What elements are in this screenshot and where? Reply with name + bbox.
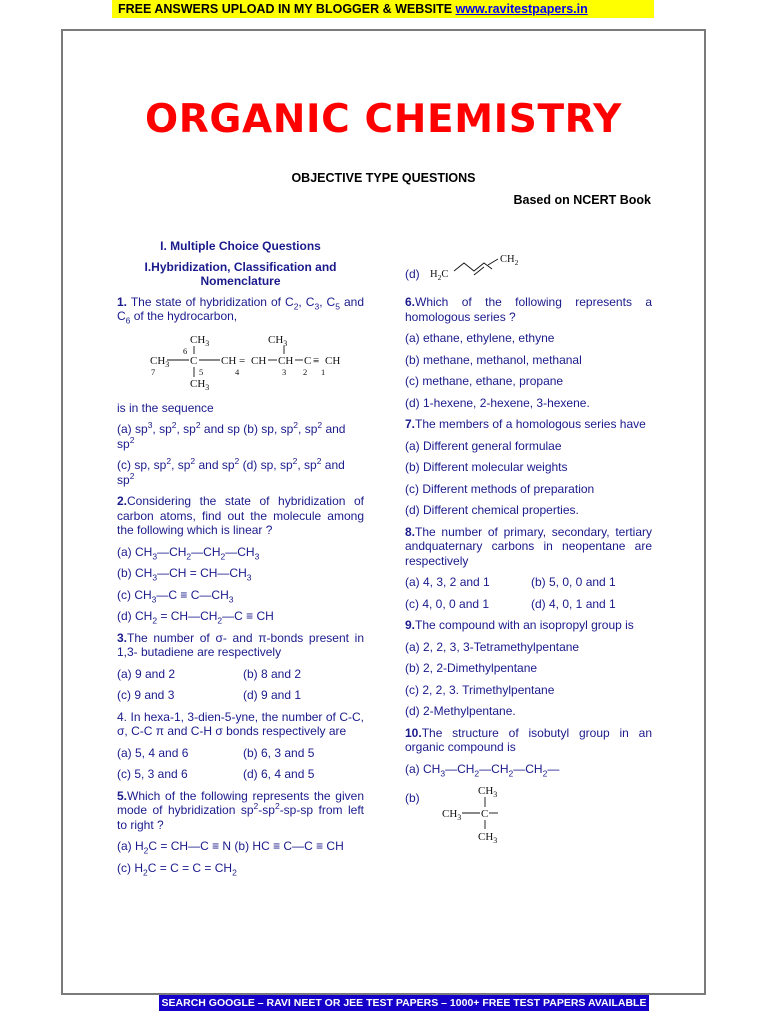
q7-option-c: (c) Different methods of preparation <box>405 481 595 496</box>
q7-option-d: (d) Different chemical properties. <box>405 503 579 517</box>
question-7 <box>405 417 652 432</box>
question-stem: The compound with an isopropyl group is <box>415 618 634 632</box>
q3-option-d: (d) 9 and 1 <box>243 688 302 702</box>
carbon-number: 4 <box>235 366 240 377</box>
carbon-number: 6 <box>183 345 188 356</box>
struct-group: CH <box>325 354 341 367</box>
q9-option-a: (a) 2, 2, 3, 3-Tetramethylpentane <box>405 639 580 654</box>
website-link[interactable]: www.ravitestpapers.in <box>455 2 588 16</box>
q4-options-row-1 <box>117 746 364 761</box>
struct-label: $CH_3$ <box>441 808 461 822</box>
q5-option-d <box>405 253 652 281</box>
struct-group: $CH_3$ <box>268 333 288 348</box>
struct-group: $CH_3$ <box>190 377 210 392</box>
q4-option-c: (c) 5, 3 and 6 <box>117 767 188 781</box>
option-label: (b) <box>405 791 420 805</box>
carbon-number: 3 <box>282 366 287 377</box>
struct-group: $CH_3$ <box>190 333 210 348</box>
struct-group: C <box>190 354 198 367</box>
bottom-promo-banner: SEARCH GOOGLE – RAVI NEET OR JEE TEST PAPERS – 1000+ FREE TEST PAPERS AVAILABLE <box>159 995 649 1011</box>
right-column <box>405 253 652 843</box>
book-note: Based on NCERT Book <box>513 193 651 207</box>
q7-option-a: (a) Different general formulae <box>405 438 562 453</box>
question-stem: In hexa-1, 3-dien-5-yne, the number of C-C, σ, C-C π and C-H σ bonds respectively are <box>117 709 365 738</box>
q6-option-c: (c) methane, ethane, propane <box>405 374 564 388</box>
question-stem: Which of the following represents a homologous series ? <box>405 295 652 324</box>
q5-option-d-structure <box>430 253 530 281</box>
question-stem: The number of σ- and π-bonds present in 1,3- butadiene are respectively <box>117 630 364 659</box>
q4-option-b: (b) 6, 3 and 5 <box>243 745 315 760</box>
q8-option-c: (c) 4, 0, 0 and 1 <box>405 596 490 611</box>
question-number: 2. <box>117 494 128 508</box>
page-subtitle: OBJECTIVE TYPE QUESTIONS <box>291 171 476 185</box>
q1-structure-diagram <box>117 331 341 393</box>
q5-option-ab: (a) $H_2C$ = CH—C ≡ N (b) HC ≡ C—C ≡ CH <box>117 839 344 856</box>
struct-label: $CH_2$ <box>499 254 519 267</box>
question-5 <box>117 789 364 833</box>
question-3 <box>117 631 364 660</box>
struct-label: $CH_3$ <box>477 785 497 799</box>
q3-option-c: (c) 9 and 3 <box>117 688 175 702</box>
struct-group: ≡ <box>313 354 320 367</box>
q10-option-b-structure <box>436 783 526 843</box>
q8-option-b: (b) 5, 0, 0 and 1 <box>531 575 616 589</box>
struct-group: CH <box>221 354 237 367</box>
question-stem: The members of a homologous series have <box>415 417 646 431</box>
q5-option-c: (c) $H_2C = C = C = CH_2$ <box>117 860 237 877</box>
question-number: 4. <box>117 709 128 724</box>
q2-option-b: (b) $CH_3—CH$ = $CH—CH_3$ <box>117 566 252 583</box>
topic-heading: I.Hybridization, Classification and Nomenclature <box>144 259 337 288</box>
struct-label: C <box>480 808 489 820</box>
q4-option-a: (a) 5, 4 and 6 <box>117 745 189 760</box>
q1-option-cd: (c) sp, $sp^2$, $sp^2$ and $sp^2$ (d) sp, $sp^2$, $sp^2$ and $sp^2$ <box>117 456 345 487</box>
question-number: 9. <box>405 618 416 632</box>
q3-option-b: (b) 8 and 2 <box>243 666 302 681</box>
question-stem: Which of the following represents the given mode of hybridization $sp^2-sp^2-sp-sp$ from left to right ? <box>117 788 365 832</box>
q3-options-row-2 <box>117 688 364 703</box>
q8-option-a: (a) 4, 3, 2 and 1 <box>405 575 490 589</box>
q6-option-a: (a) ethane, ethylene, ethyne <box>405 331 555 345</box>
carbon-number: 1 <box>321 366 326 377</box>
question-number: 1. <box>117 294 128 309</box>
q7-option-b: (b) Different molecular weights <box>405 460 568 474</box>
top-promo-banner <box>112 0 654 18</box>
question-number: 10. <box>405 725 422 740</box>
q10-option-b <box>405 783 652 843</box>
question-4 <box>117 710 364 739</box>
question-6 <box>405 295 652 324</box>
question-stem: The structure of isobutyl group in an organic compound is <box>405 725 652 754</box>
question-stem: Considering the state of hybridization of carbon atoms, find out the molecule among the following which is linear ? <box>117 494 364 537</box>
q6-option-d: (d) 1-hexene, 2-hexene, 3-hexene. <box>405 395 590 410</box>
carbon-number: 7 <box>151 366 156 377</box>
struct-label: $H_2C$ <box>429 269 449 282</box>
top-banner-text: FREE ANSWERS UPLOAD IN MY BLOGGER & WEBSITE <box>118 2 453 16</box>
q3-options-row-1 <box>117 667 364 682</box>
left-column <box>117 239 364 882</box>
mcq-heading: I. Multiple Choice Questions <box>160 239 321 253</box>
q8-option-d: (d) 4, 0, 1 and 1 <box>531 596 616 611</box>
carbon-number: 2 <box>303 366 308 377</box>
q2-option-d: (d) $CH_2$ = $CH—CH_2—C$ ≡ CH <box>117 609 274 626</box>
struct-group: $CH_3$ <box>150 354 170 369</box>
q9-option-c: (c) 2, 2, 3. Trimethylpentane <box>405 682 555 697</box>
struct-label: $CH_3$ <box>477 831 497 845</box>
question-1-tail: is in the sequence <box>117 400 214 415</box>
question-2 <box>117 494 364 538</box>
option-label: (d) <box>405 266 420 281</box>
struct-group: CH <box>278 354 294 367</box>
question-9 <box>405 618 652 633</box>
question-1 <box>117 295 364 324</box>
question-number: 6. <box>405 295 416 309</box>
question-number: 5. <box>117 788 128 803</box>
struct-group: CH <box>251 354 267 367</box>
question-10 <box>405 726 652 755</box>
carbon-number: 5 <box>199 366 204 377</box>
struct-group: C <box>304 354 312 367</box>
q2-option-c: (c) $CH_3—C$ ≡ $C—CH_3$ <box>117 587 234 604</box>
question-8 <box>405 525 652 569</box>
q8-options-row-1 <box>405 575 652 590</box>
struct-group: = <box>239 354 246 367</box>
q9-option-d: (d) 2-Methylpentane. <box>405 704 516 718</box>
q8-options-row-2 <box>405 597 652 612</box>
q4-option-d: (d) 6, 4 and 5 <box>243 767 315 781</box>
q9-option-b: (b) 2, 2-Dimethylpentane <box>405 661 538 675</box>
question-number: 8. <box>405 524 416 539</box>
question-number: 7. <box>405 417 416 431</box>
q6-option-b: (b) methane, methanol, methanal <box>405 352 582 367</box>
q1-option-ab: (a) $sp^3$, $sp^2$, $sp^2$ and sp (b) sp, $sp^2$, $sp^2$ and $sp^2$ <box>117 420 346 451</box>
page-title: ORGANIC CHEMISTRY <box>145 97 622 142</box>
q3-option-a: (a) 9 and 2 <box>117 666 176 681</box>
question-number: 3. <box>117 630 128 645</box>
q10-option-a: (a) $CH_3—CH_2—CH_2—CH_2—$ <box>405 761 560 778</box>
question-stem: The state of hybridization of $C_2$, $C_3$, $C_5$ and $C_6$ of the hydrocarbon, <box>117 294 364 326</box>
q4-options-row-2 <box>117 767 364 782</box>
q2-option-a: (a) $CH_3—CH_2—CH_2—CH_3$ <box>117 544 260 561</box>
question-stem: The number of primary, secondary, tertiary andquaternary carbons in neopentane are respectively <box>405 524 652 568</box>
